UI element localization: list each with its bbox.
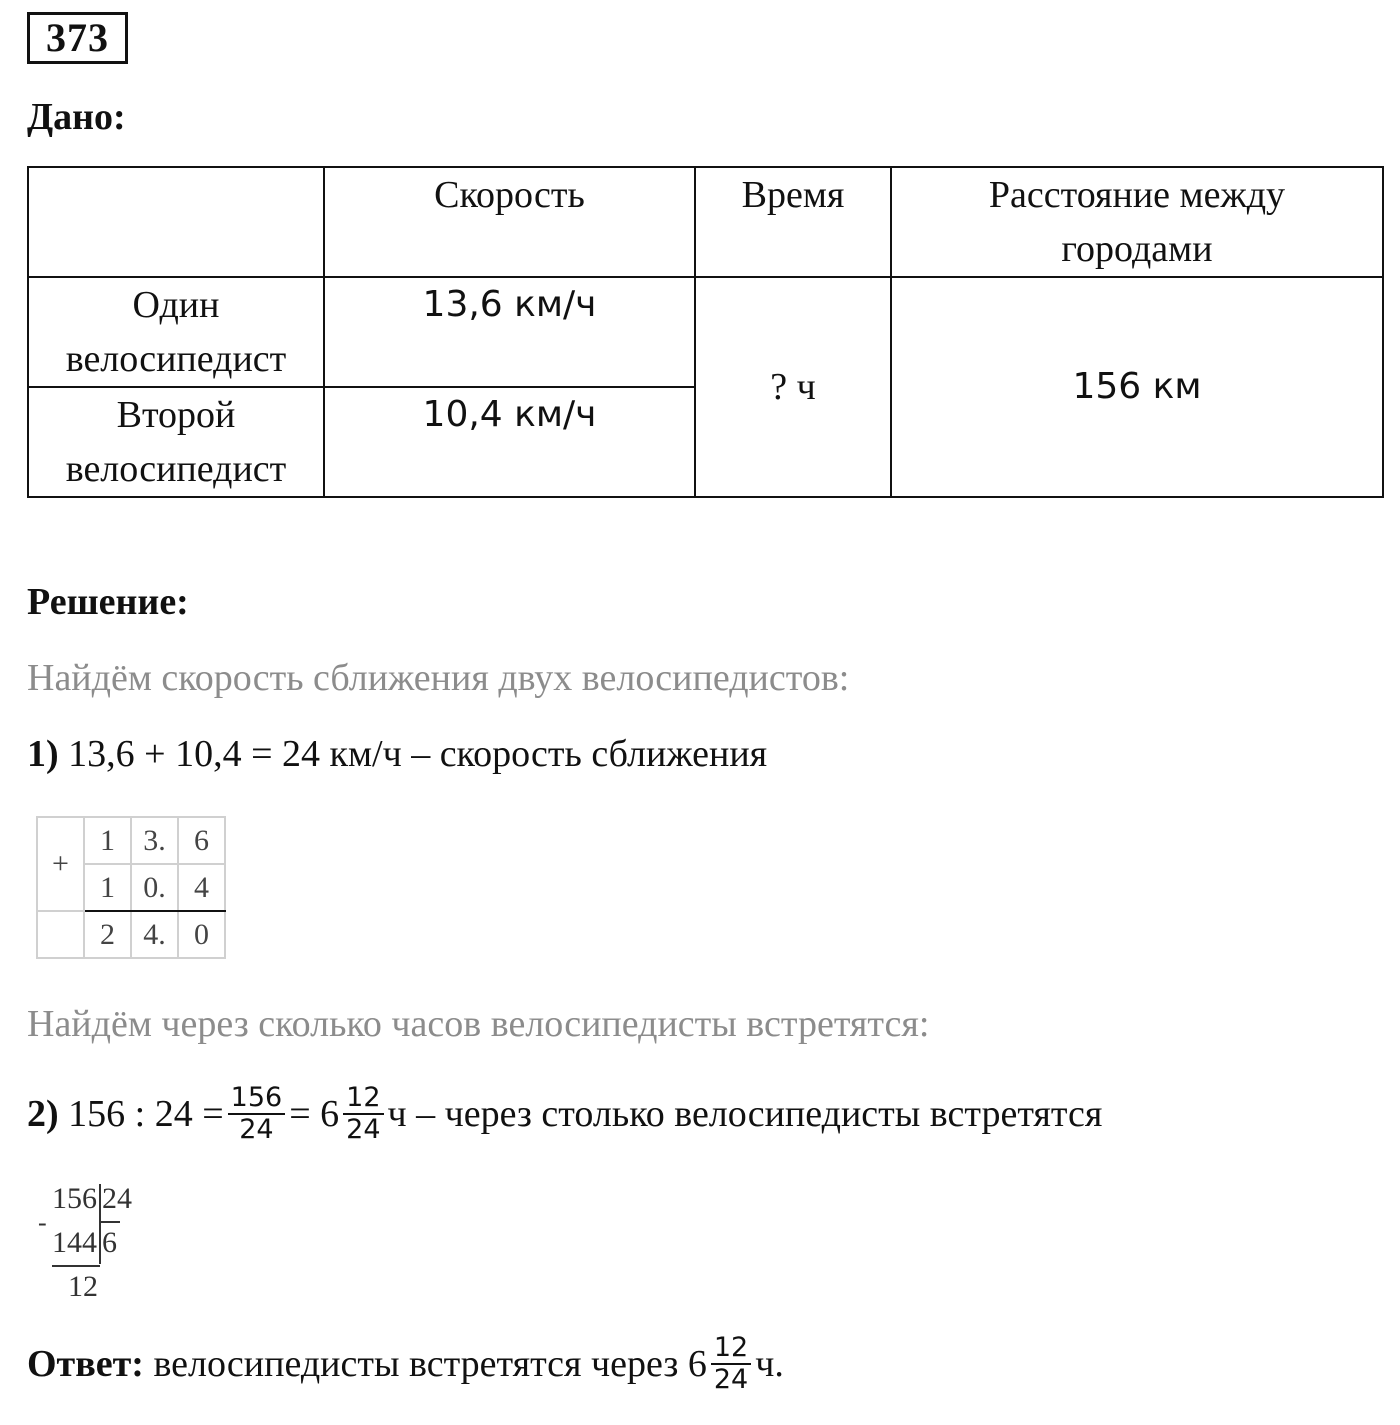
fraction-156-24 (228, 1083, 286, 1145)
row1-speed: 13,6 км/ч (324, 277, 695, 387)
fraction-denominator: 24 (713, 1364, 749, 1395)
fraction-numerator: 156 (228, 1083, 286, 1115)
fraction-numerator: 12 (343, 1083, 383, 1115)
row1-label-line2: велосипедист (65, 338, 287, 380)
answer-text: велосипедисты встретятся через 6 (153, 1343, 707, 1385)
header-time: Время (695, 167, 891, 277)
step-1-number: 1) (27, 733, 59, 775)
solution-heading: Решение: (27, 581, 189, 623)
header-empty-cell (28, 167, 324, 277)
answer-tail: ч. (755, 1343, 784, 1385)
header-distance-line2: городами (1061, 228, 1213, 270)
minus-sign: - (38, 1208, 47, 1237)
problem-number: 373 (27, 12, 128, 64)
addition-digit: 4. (131, 911, 178, 958)
column-addition (36, 816, 226, 959)
row1-label (28, 277, 324, 387)
answer (27, 1324, 784, 1404)
division-lines (38, 1182, 148, 1302)
row2-label (28, 387, 324, 497)
time-value: ? ч (695, 277, 891, 497)
divisor: 24 (102, 1182, 132, 1215)
row2-label-line1: Второй (116, 394, 236, 436)
fraction-denominator: 24 (346, 1114, 381, 1145)
note-closing-speed: Найдём скорость сближения двух велосипедистов: (27, 657, 850, 699)
header-distance-line1: Расстояние между (988, 174, 1286, 216)
quotient: 6 (102, 1226, 117, 1259)
remainder: 12 (68, 1270, 98, 1303)
subtrahend: 144 (52, 1226, 97, 1259)
addition-digit: 0. (131, 864, 178, 911)
addition-digit: 4 (178, 864, 225, 911)
step-1 (27, 732, 767, 776)
addition-digit: 6 (178, 817, 225, 864)
header-distance (891, 167, 1383, 277)
step-2-number: 2) (27, 1093, 59, 1135)
addition-digit: 1 (84, 817, 131, 864)
row2-speed: 10,4 км/ч (324, 387, 695, 497)
note-meeting-time: Найдём через сколько часов велосипедисты встретятся: (27, 1003, 930, 1045)
step-2-tail: ч – через столько велосипедисты встретятся (387, 1093, 1103, 1135)
answer-label: Ответ: (27, 1343, 144, 1385)
step-2 (27, 1074, 1102, 1154)
addition-empty (37, 911, 84, 958)
dividend: 156 (52, 1182, 97, 1215)
fraction-numerator: 12 (711, 1333, 751, 1365)
long-division (38, 1182, 148, 1302)
answer-fraction (711, 1333, 751, 1395)
fraction-denominator: 24 (239, 1114, 274, 1145)
addition-digit: 1 (84, 864, 131, 911)
addition-digit: 2 (84, 911, 131, 958)
given-table (27, 166, 1384, 498)
step-1-text: 13,6 + 10,4 = 24 км/ч – скорость сближения (68, 733, 768, 775)
fraction-12-24 (343, 1083, 383, 1145)
step-2-equals: = 6 (289, 1093, 340, 1135)
distance-value: 156 км (891, 277, 1383, 497)
row1-label-line1: Один (132, 284, 220, 326)
given-heading: Дано: (27, 96, 126, 138)
addition-digit: 3. (131, 817, 178, 864)
addition-digit: 0 (178, 911, 225, 958)
table-row (28, 277, 1383, 387)
step-2-lhs: 156 : 24 = (68, 1093, 224, 1135)
row2-label-line2: велосипедист (65, 448, 287, 490)
header-speed: Скорость (324, 167, 695, 277)
table-header-row (28, 167, 1383, 277)
addition-sign: + (37, 817, 84, 911)
